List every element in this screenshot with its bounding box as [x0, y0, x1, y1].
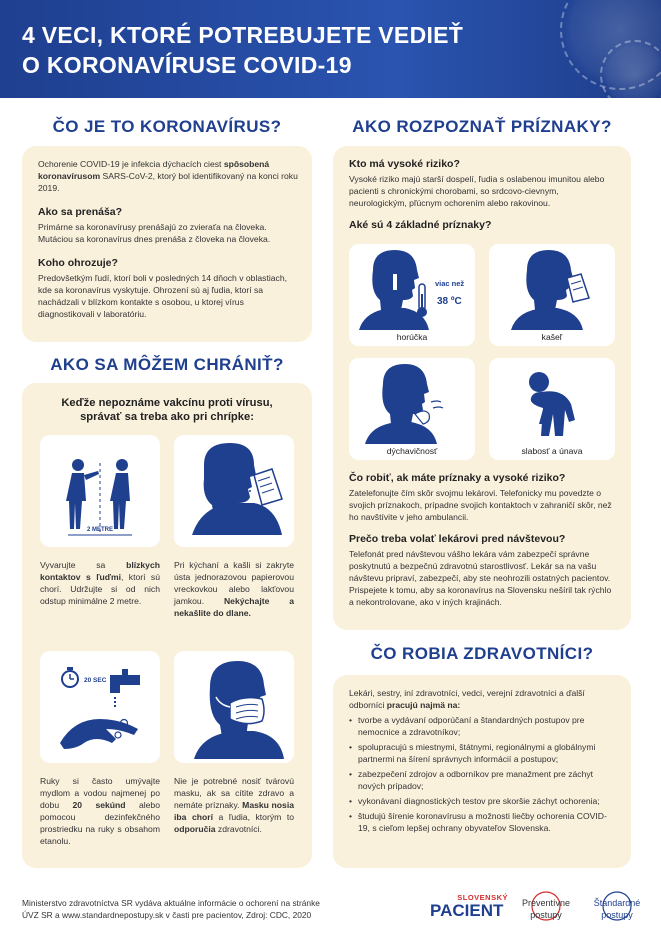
list-item: • študujú šírenie koronavírusu a možnosti liečby ochorenia COVID-19, s cieľom lepšej ochrany obyvateľov Slovenska. [349, 810, 617, 834]
title-line-1: 4 VECI, KTORÉ POTREBUJETE VEDIEŤ [22, 22, 464, 48]
footer-note [22, 897, 320, 921]
logo2-line-2: postupy [530, 910, 562, 920]
handwash-panel [40, 651, 160, 763]
medics-list [349, 714, 617, 834]
logo3-line-2: postupy [601, 910, 633, 920]
preventivne-postupy-logo [514, 884, 578, 932]
section-title-symptoms: AKO ROZPOZNAŤ PRÍZNAKY? [352, 117, 612, 136]
medics-intro: Lekári, sestry, iní zdravotníci, vedci, verejní zdravotníci a ďalší odborníci pracujú najmä na: [349, 688, 585, 710]
page-title [22, 20, 463, 80]
fever-note-2: 38 ºC [437, 296, 462, 307]
handwash-text: Ruky si často umývajte mydlom a vodou najmenej po dobu 20 sekúnd alebo pomocou dezinfekčného prostriedku na ruky s obsahom etanolu. [40, 776, 160, 846]
protect-lead: Keďže nepoznáme vakcínu proti vírusu, správať sa treba ako pri chrípke: [61, 397, 273, 423]
who-heading: Kto má vysoké riziko? [349, 158, 460, 170]
spread-heading: Ako sa prenáša? [38, 206, 123, 218]
distance-panel [40, 435, 160, 547]
breath-panel [349, 358, 475, 460]
mask-text: Nie je potrebné nosiť tvárovú masku, ak sa cítite zdravo a nemáte príznaky. Masku nosia iba chorí a ľudia, ktorým to odporučia zdravotníci. [174, 776, 294, 834]
do-text: Zatelefonujte čím skôr svojmu lekárovi. Telefonicky mu povedzte o svojich príznakoch, prípadne svojich kontaktoch v zahraničí skôr, než ho navštívite v jeho ambulancii. [349, 488, 612, 522]
standardne-postupy-logo [584, 884, 650, 932]
distance-icon [40, 435, 160, 547]
fever-caption: horúčka [396, 332, 428, 342]
footer-line-2: ÚVZ SR a www.standardnepostupy.sk v časti pre pacientov, Zdroj: CDC, 2020 [22, 910, 312, 920]
who-text: Vysoké riziko majú starší dospelí, ľudia s oslabenou imunitou alebo pacienti s chronickými chorobami, so srdcovo-cievnym, neurologickým, pľúcnym ochorením alebo rakovinou. [349, 174, 605, 208]
card-protect [22, 383, 312, 868]
risk-heading: Koho ohrozuje? [38, 257, 118, 269]
list-item: • tvorbe a vydávaní odporúčaní a štandardných postupov pre nemocnice a zdravotníkov; [349, 714, 617, 738]
section-title-medics: ČO ROBIA ZDRAVOTNÍCI? [370, 644, 594, 663]
spread-text: Primárne sa koronavírusy prenášajú zo zvieraťa na človeka. Mutáciou sa koronavírus dnes prenáša z človeka na človeka. [38, 222, 271, 244]
section-title-what: ČO JE TO KORONAVÍRUS? [52, 117, 282, 136]
distance-text: Vyvarujte sa blízkych kontaktov s ľuďmi, ktorí sú chorí. Udržujte si od nich odstup minimálne 2 metre. [40, 560, 160, 606]
logo2-line-1: Preventívne [521, 898, 571, 908]
do-heading: Čo robiť, ak máte príznaky a vysoké riziko? [349, 472, 566, 484]
mask-panel [174, 651, 294, 763]
logo3-line-1: Štandardné [593, 898, 641, 908]
tissue-panel [174, 435, 294, 547]
fever-note-1: viac než [435, 279, 465, 288]
cough-icon [489, 244, 615, 346]
card-medics [333, 675, 631, 868]
cough-caption: kašeľ [541, 332, 563, 342]
logo1-bottom: PACIENT [430, 901, 504, 920]
title-line-2: O KORONAVÍRUSE COVID-19 [22, 52, 352, 78]
tissue-sneeze-icon [174, 435, 294, 547]
shortness-of-breath-icon [349, 358, 475, 460]
fatigue-caption: slabosť a únava [521, 446, 583, 456]
header-banner [0, 0, 661, 98]
four-heading: Aké sú 4 základné príznaky? [349, 219, 492, 231]
handwash-icon [40, 651, 160, 763]
breath-caption: dýchavičnosť [386, 446, 438, 456]
slovensky-pacient-logo [430, 893, 510, 927]
why-heading: Prečo treba volať lekárovi pred návštevou? [349, 533, 566, 545]
why-text: Telefonát pred návštevou vášho lekára vám zabezpečí správne poskytnutú a bezpečnú zdravotnú starostlivosť. Lekár sa na vašu návštevu pripraví, zabezpečí, aby ste neohrozili ostatných pacientov. Prispejete k tomu, aby sa koronavírus na Slovensku nešíril tak rýchlo a nekontrolovane, ako v iných krajinách. [349, 549, 612, 607]
section-title-protect: AKO SA MÔŽEM CHRÁNIŤ? [50, 355, 284, 374]
card-what [22, 146, 312, 342]
card-symptoms [333, 146, 631, 630]
logo1-top: SLOVENSKÝ [457, 893, 508, 902]
tissue-text: Pri kýchaní a kašli si zakryte ústa jednorazovou papierovou vreckovkou alebo lakťovou jamkou. Nekýchajte a nekašlite do dlane. [174, 560, 294, 618]
distance-label: 2 METRE [86, 527, 114, 533]
fatigue-icon [489, 358, 615, 460]
heartbeat-circle-icon [584, 884, 650, 932]
face-mask-icon [174, 651, 294, 763]
fever-panel [349, 244, 475, 346]
list-item: • zabezpečení zdrojov a odborníkov pre manažment pre záchyt nových prípadov; [349, 768, 617, 792]
cough-panel [489, 244, 615, 346]
list-item: • vykonávaní diagnostických testov pre skoršie záchyt ochorenia; [349, 795, 617, 807]
fever-icon [349, 244, 475, 346]
list-item: • spolupracujú s miestnymi, štátnymi, regionálnymi a globálnymi partnermi na šírení správnych informácií a postupov; [349, 741, 617, 765]
what-intro: Ochorenie COVID-19 je infekcia dýchacích ciest spôsobená koronavírusom SARS-CoV-2, ktorý bol identifikovaný na konci roku 2019. [38, 159, 298, 193]
risk-text: Predovšetkým ľudí, ktorí boli v posledných 14 dňoch v oblastiach, kde sa koronavírus vyskytuje. Ohrození sú aj ľudia, ktorí sa nachádzali v blízkom kontakte s osobou, u ktorej vírus diagnostikovali v laboratóriu. [38, 273, 287, 319]
footer-line-1: Ministerstvo zdravotníctva SR vydáva aktuálne informácie o ochorení na stránke [22, 898, 320, 908]
apple-circle-icon [514, 884, 578, 932]
timer-label: 20 SEC [84, 677, 107, 684]
fatigue-panel [489, 358, 615, 460]
